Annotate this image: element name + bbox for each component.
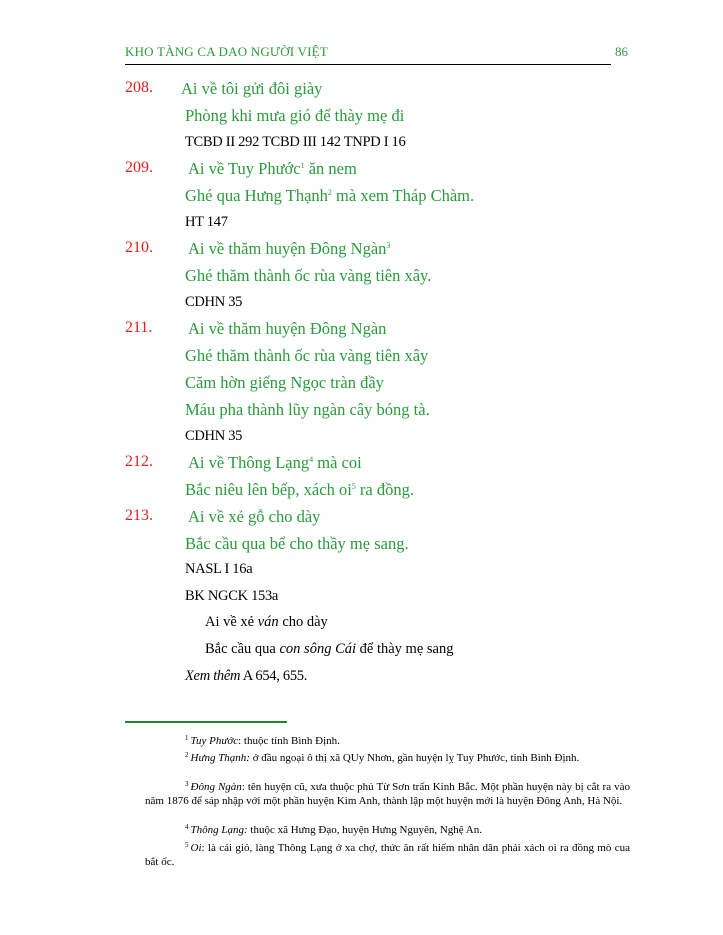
page-header [125,44,628,65]
verse-line: Ghé thăm thành ốc rùa vàng tiên xây [185,346,429,365]
footnote-3: $^3$ Đông Ngàn: tên huyện cũ, xưa thuộc phủ Từ Sơn trấn Kinh Bắc. Một phần huyện này bị cắt ra vào năm 1876 để sáp nhập với một phần huyện Kim Anh, thành lập một huyện mới là huyện Đông Anh, Hà Nội. [145,780,630,807]
variant-line: Ai về xẻ ván cho dày [205,614,328,630]
source-reference: TCBD II 292 TCBD III 142 TNPD I 16 [185,134,406,150]
verse-line: Máu pha thành lũy ngàn cây bóng tà. [185,400,430,419]
entry-number-208: 208. [125,79,153,96]
source-reference: NASL I 16a [185,561,253,577]
verse-line: Phòng khi mưa gió để thày mẹ đi [185,106,405,125]
footnote-marker: 1 [300,161,305,170]
verse-line: Ghé thăm thành ốc rùa vàng tiên xây. [185,266,432,285]
source-reference: HT 147 [185,214,228,230]
footnote-4: $^4$ Thông Lạng: thuộc xã Hưng Đạo, huyện Hưng Nguyên, Nghệ An. [185,823,482,836]
verse-line: Ai về thăm huyện Đông Ngàn [188,319,387,338]
verse-line: Ai về thăm huyện Đông Ngàn$^3$ [188,239,391,258]
verse-line: Ghé qua Hưng Thạnh$^2$ mà xem Tháp Chàm. [185,186,475,205]
footnote-1: $^1$ Tuy Phước: thuộc tỉnh Bình Định. [185,734,340,747]
verse-line: Căm hờn giếng Ngọc tràn đầy [185,373,384,392]
footnote-marker: 3 [386,241,391,250]
book-title: KHO TÀNG CA DAO NGƯỜI VIỆT [125,44,328,59]
page-number: 86 [615,44,628,59]
footnote-divider [125,721,287,723]
entry-number-213: 213. [125,507,153,524]
source-reference: CDHN 35 [185,294,243,310]
verse-line: Ai về tôi gửi đôi giày [181,79,323,98]
verse-line: Bắc cầu qua bể cho thầy mẹ sang. [185,534,409,553]
entry-number-211: 211. [125,319,153,336]
see-also: Xem thêm A 654, 655. [185,668,308,684]
footnote-marker: 4 [309,455,314,464]
footnote-5: $^5$ Oi: là cái giỏ, làng Thông Lạng ở xa chợ, thức ăn rất hiếm nhân dân phải xách oi ra đồng mò cua bắt ốc. [145,841,630,868]
verse-line: Ai về Thông Lạng$^4$ mà coi [188,453,362,472]
entry-number-209: 209. [125,159,153,176]
source-reference: BK NGCK 153a [185,588,279,604]
source-reference: CDHN 35 [185,428,243,444]
variant-line: Bắc cầu qua con sông Cái để thày mẹ sang [205,641,454,657]
entry-number-212: 212. [125,453,153,470]
verse-line: Bắc niêu lên bếp, xách $oi^5$ ra đồng. [185,480,414,499]
footnote-2: $^2$ Hưng Thạnh: ở đầu ngoại ô thị xã QUy Nhơn, gần huyện lỵ Tuy Phước, tỉnh Bình Định. [185,751,580,764]
footnote-marker: 2 [327,188,332,197]
footnote-marker: 5 [351,482,356,491]
entry-number-210: 210. [125,239,153,256]
verse-line: Ai về Tuy Phước$^1$ ăn nem [188,159,357,178]
verse-line: Ai về xẻ gỗ cho dày [188,507,321,526]
